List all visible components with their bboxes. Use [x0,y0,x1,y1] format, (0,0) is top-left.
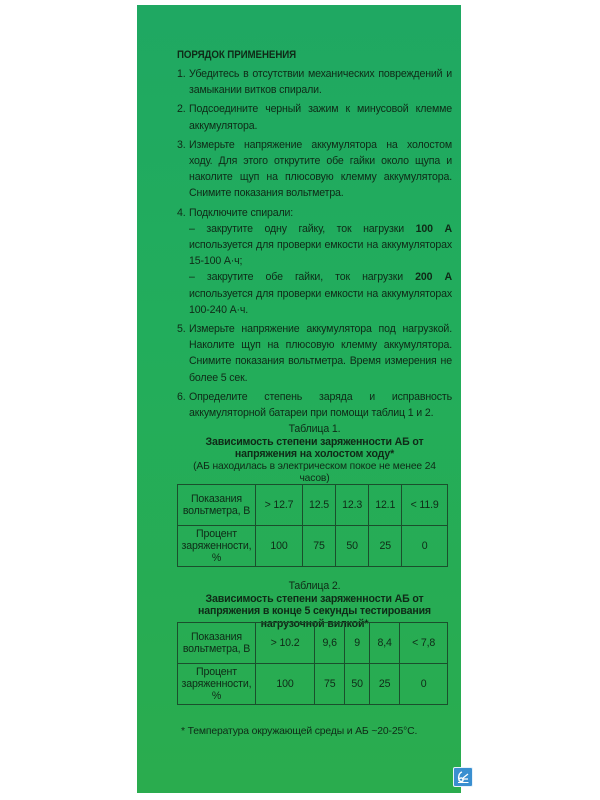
table-cell: 12.3 [336,485,369,526]
table2-title: Зависимость степени заряженности АБ от напряжения в конце 5 секунды тестирования нагрузочной вилкой* [198,592,431,630]
table-row [178,526,448,567]
sub-item-200a [189,269,452,318]
table-cell: 12.5 [302,485,335,526]
row-header: Показания вольтметра, В [178,485,256,526]
steps-list [177,66,452,424]
sub-item-text: используется для проверки емкости на аккумуляторах 100-240 А·ч. [189,287,452,316]
load-current-100a: 100 А [415,222,452,235]
table-cell: < 7,8 [400,623,448,664]
step-text: Подсоедините черный зажим к минусовой клемме аккумулятора. [189,103,452,132]
table-row [178,623,448,664]
table-cell: > 12.7 [256,485,303,526]
step-number: 1. [177,68,186,80]
table1-note: (АБ находилась в электрическом покое не менее 24 часов) [193,460,436,484]
table-cell: 0 [402,526,448,567]
sub-item-text: используется для проверки емкости на аккумуляторах 15-100 А·ч; [189,239,452,268]
table-cell: > 10.2 [256,623,315,664]
step-number: 5. [177,323,186,336]
step-number: 3. [177,138,186,151]
step-number: 2. [177,103,186,116]
table-cell: 9,6 [315,623,345,664]
step-1 [177,66,452,98]
table1-label: Таблица 1. [288,423,341,435]
table-row [178,485,448,526]
footnote: * Температура окружающей среды и АБ ~20-25°C. [181,726,418,737]
table-cell: 25 [369,526,402,567]
step-3 [177,137,452,202]
certification-mark-icon [453,767,473,787]
table-row [178,664,448,705]
table-cell: 8,4 [370,623,400,664]
row-header: Процент заряженности, % [178,526,256,567]
table1-title: Зависимость степени заряженности АБ от напряжения на холостом ходу* [205,435,424,460]
table-cell: 100 [256,664,315,705]
step-text: Подключите спирали: [189,206,294,219]
table2-label: Таблица 2. [288,580,341,592]
table-cell: 9 [345,623,370,664]
table-cell: 50 [345,664,370,705]
table-cell: 100 [256,526,303,567]
load-current-200a: 200 А [415,271,452,284]
step-4 [177,205,452,318]
row-header: Процент заряженности, % [178,664,256,705]
step-text-group [189,205,452,318]
table1-caption [177,423,452,486]
table-cell: 75 [315,664,345,705]
step-text: Измерьте напряжение аккумулятора на холостом ходу. Для этого открутите обе гайки около щупа и наколите щуп на плюсовую клемму аккумулятора. Снимите показания вольтметра. [189,138,452,200]
table2 [177,622,448,705]
step-number: 6. [177,390,186,403]
step-2 [177,101,452,133]
table-cell: 0 [400,664,448,705]
certification-mark-glyph [456,770,470,784]
step-text: Убедитесь в отсутствии механических повреждений и замыкании витков спирали. [189,68,452,97]
step-text: Определите степень заряда и исправность аккумуляторной батареи при помощи таблиц 1 и 2. [189,390,452,420]
table-cell: 50 [336,526,369,567]
table-cell: 12.1 [369,485,402,526]
table-cell: 75 [302,526,335,567]
section-heading: ПОРЯДОК ПРИМЕНЕНИЯ [177,49,297,61]
sub-item-text: – закрутите обе гайки, ток нагрузки [189,271,416,284]
step-text: Измерьте напряжение аккумулятора под нагрузкой. Наколите щуп на плюсовую клемму аккумулятора. Снимите показания вольтметра. Время измерения не более 5 сек. [189,323,452,384]
table-cell: < 11.9 [402,485,448,526]
table1 [177,484,448,567]
step-5 [177,321,452,386]
sub-item-100a [189,221,452,270]
row-header: Показания вольтметра, В [178,623,256,664]
instruction-panel [137,5,461,793]
table-cell: 25 [370,664,400,705]
sub-item-text: – закрутите одну гайку, ток нагрузки [189,222,416,235]
step-number: 4. [177,206,186,219]
step-6 [177,389,452,421]
